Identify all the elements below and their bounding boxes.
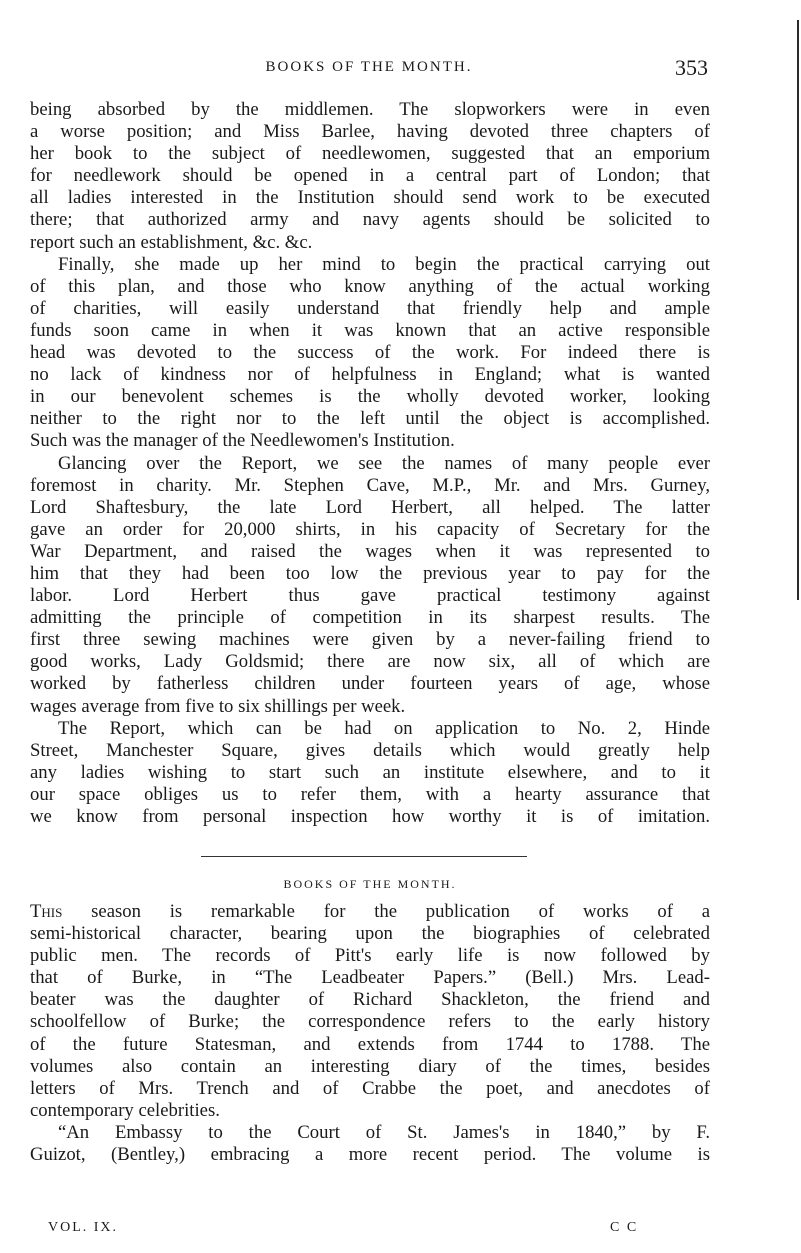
page-edge-line [797, 20, 799, 600]
text-line: there; that authorized army and navy agents should be solicited to [30, 209, 710, 231]
text-line: report such an establishment, &c. &c. [30, 231, 313, 253]
text-line: that of Burke, in “The Leadbeater Papers.” (Bell.) Mrs. Lead- [30, 967, 710, 989]
text-line: beater was the daughter of Richard Shackleton, the friend and [30, 989, 710, 1011]
text-line-rest: season is remarkable for the publication of works of a [62, 901, 710, 922]
text-line: all ladies interested in the Institution should send work to be executed [30, 187, 710, 209]
text-line: any ladies wishing to start such an institute elsewhere, and to it [30, 761, 710, 783]
text-line: funds soon came in when it was known that an active responsible [30, 319, 710, 341]
section-heading: BOOKS OF THE MONTH. [283, 877, 457, 891]
text-line: semi-historical character, bearing upon the biographies of celebrated [30, 923, 710, 945]
text-line: her book to the subject of needlewomen, suggested that an emporium [30, 143, 710, 165]
text-line: Such was the manager of the Needlewomen's Institution. [30, 430, 455, 452]
text-line: for needlework should be opened in a central part of London; that [30, 165, 710, 187]
text-line: schoolfellow of Burke; the correspondence refers to the early history [30, 1011, 710, 1033]
text-line: Street, Manchester Square, gives details which would greatly help [30, 739, 710, 761]
section-divider [201, 856, 527, 857]
text-line: volumes also contain an interesting diary of the times, besides [30, 1055, 710, 1077]
text-line: letters of Mrs. Trench and of Crabbe the poet, and anecdotes of [30, 1077, 710, 1099]
text-line: “An Embassy to the Court of St. James's in 1840,” by F. [58, 1121, 710, 1143]
text-line: in our benevolent schemes is the wholly devoted worker, looking [30, 386, 710, 408]
text-line: him that they had been too low the previous year to pay for the [30, 562, 710, 584]
text-line: Guizot, (Bentley,) embracing a more recent period. The volume is [30, 1144, 710, 1166]
text-line: worked by fatherless children under fourteen years of age, whose [30, 673, 710, 695]
running-title: BOOKS OF THE MONTH. [265, 59, 473, 75]
page-number: 353 [675, 55, 708, 80]
text-line: public men. The records of Pitt's early life is now followed by [30, 945, 710, 967]
article-continuation [30, 99, 710, 828]
text-line: no lack of kindness nor of helpfulness in England; what is wanted [30, 364, 710, 386]
text-line: of the future Statesman, and extends from 1744 to 1788. The [30, 1033, 710, 1055]
page-footer [30, 1220, 710, 1242]
text-line: of charities, will easily understand that friendly help and ample [30, 297, 710, 319]
volume-mark: VOL. IX. [48, 1220, 119, 1235]
text-line: contemporary celebrities. [30, 1099, 220, 1121]
text-line [30, 901, 710, 923]
text-line: good works, Lady Goldsmid; there are now six, all of which are [30, 651, 710, 673]
text-line: War Department, and raised the wages when it was represented to [30, 540, 710, 562]
text-line: admitting the principle of competition in its sharpest results. The [30, 607, 710, 629]
drop-word: This [30, 901, 63, 922]
text-line: Glancing over the Report, we see the names of many people ever [58, 452, 710, 474]
books-review [30, 901, 710, 1166]
text-line: wages average from five to six shillings per week. [30, 695, 406, 717]
text-line: a worse position; and Miss Barlee, having devoted three chapters of [30, 121, 710, 143]
text-line: gave an order for 20,000 shirts, in his capacity of Secretary for the [30, 518, 710, 540]
text-line: our space obliges us to refer them, with a hearty assurance that [30, 783, 710, 805]
text-line: of this plan, and those who know anything of the actual working [30, 275, 710, 297]
text-line: first three sewing machines were given by a never-failing friend to [30, 629, 710, 651]
running-head [30, 55, 708, 85]
text-line: The Report, which can be had on application to No. 2, Hinde [58, 717, 710, 739]
text-line: being absorbed by the middlemen. The slopworkers were in even [30, 99, 710, 120]
text-line: foremost in charity. Mr. Stephen Cave, M.P., Mr. and Mrs. Gurney, [30, 474, 710, 496]
text-line: head was devoted to the success of the work. For indeed there is [30, 342, 710, 364]
text-line: we know from personal inspection how worthy it is of imitation. [30, 806, 710, 827]
text-line: Finally, she made up her mind to begin the practical carrying out [58, 253, 710, 275]
text-line: Lord Shaftesbury, the late Lord Herbert, all helped. The latter [30, 496, 710, 518]
signature-mark: C C [610, 1220, 639, 1235]
text-line: labor. Lord Herbert thus gave practical testimony against [30, 585, 710, 607]
text-line: neither to the right nor to the left until the object is accomplished. [30, 408, 710, 430]
